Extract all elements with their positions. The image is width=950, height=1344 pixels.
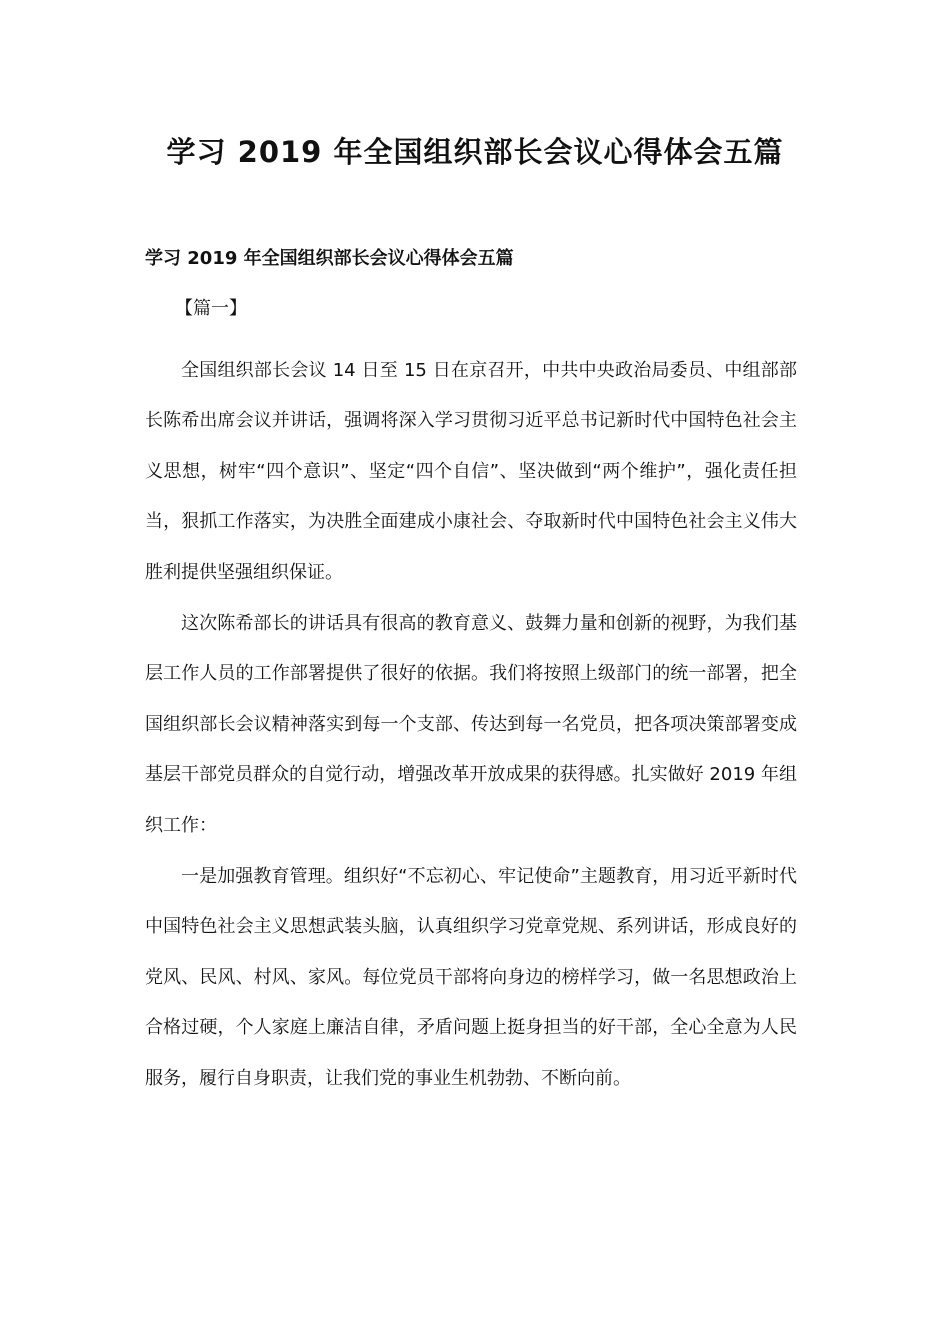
paragraph-3: 一是加强教育管理。组织好“不忘初心、牢记使命”主题教育，用习近平新时代中国特色社会主义思想武装头脑，认真组织学习党章党规、系列讲话，形成良好的党风、民风、村风、家风。每位党员干部将向身边的榜样学习，做一名思想政治上合格过硬，个人家庭上廉洁自律，矛盾问题上挺身担当的好干部，全心全意为人民服务，履行自身职责，让我们党的事业生机勃勃、不断向前。 [145, 866, 797, 1089]
paragraph-1: 全国组织部长会议 14 日至 15 日在京召开，中共中央政治局委员、中组部部长陈希出席会议并讲话，强调将深入学习贯彻习近平总书记新时代中国特色社会主义思想，树牢“四个意识”、坚定“四个自信”、坚决做到“两个维护”，强化责任担当，狠抓工作落实，为决胜全面建成小康社会、夺取新时代中国特色社会主义伟大胜利提供坚强组织保证。 [145, 360, 797, 583]
paragraph-2: 这次陈希部长的讲话具有很高的教育意义、鼓舞力量和创新的视野，为我们基层工作人员的工作部署提供了很好的依据。我们将按照上级部门的统一部署，把全国组织部长会议精神落实到每一个支部、传达到每一名党员，把各项决策部署变成基层干部党员群众的自觉行动，增强改革开放成果的获得感。扎实做好 2019 年组织工作： [145, 613, 797, 836]
document-body [145, 242, 797, 1104]
document-title: 学习 2019 年全国组织部长会议心得体会五篇 [166, 135, 784, 169]
document-subtitle: 学习 2019 年全国组织部长会议心得体会五篇 [145, 248, 514, 269]
section-label: 【篇一】 [175, 298, 247, 319]
